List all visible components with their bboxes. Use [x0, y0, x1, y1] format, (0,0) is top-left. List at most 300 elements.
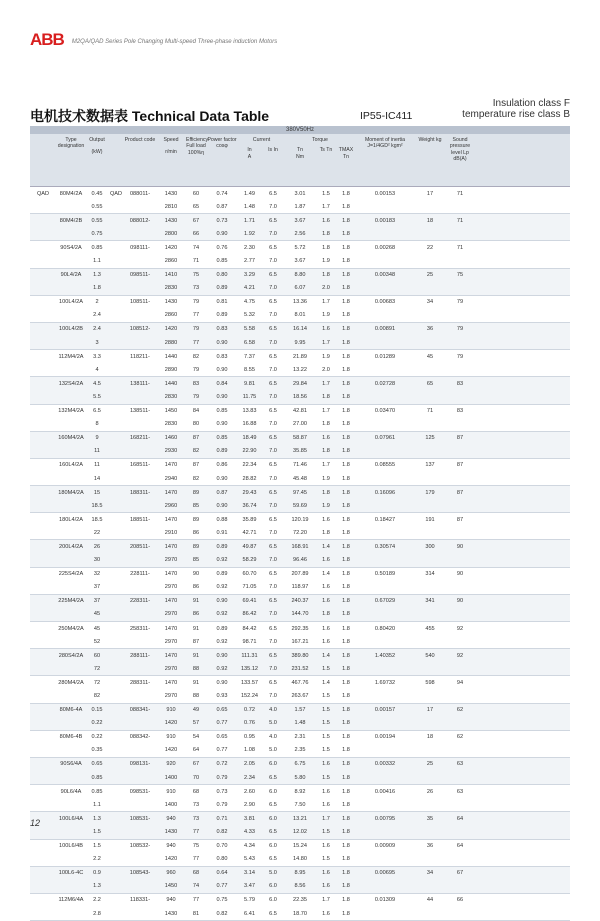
cell-power-factor: 0.89 — [216, 625, 228, 632]
table-row — [30, 405, 570, 418]
cell-output: 0.45 — [91, 190, 103, 197]
cell-in: 49.87 — [242, 543, 257, 550]
table-row — [30, 689, 570, 702]
cell-speed: 1450 — [164, 408, 178, 415]
cell-output: 9 — [95, 435, 99, 442]
cell-output: 0.55 — [91, 203, 103, 210]
cell-inertia: 0.00416 — [374, 788, 396, 795]
cell-efficiency: 86 — [192, 529, 200, 536]
cell-type: 100L4/2B — [59, 326, 83, 333]
cell-is-in: 7.0 — [269, 285, 277, 292]
cell-output: 14 — [93, 475, 101, 482]
table-row — [30, 459, 570, 472]
table-row — [30, 296, 570, 309]
col-code: Product code — [124, 137, 156, 143]
cell-tn: 6.75 — [294, 761, 306, 768]
cell-power-factor: 0.83 — [216, 326, 228, 333]
cell-weight: 65 — [426, 380, 434, 387]
cell-power-factor: 0.85 — [216, 435, 228, 442]
cell-inertia: 0.03470 — [374, 408, 396, 415]
cell-is-in: 4.0 — [269, 707, 277, 714]
cell-ts-tn: 1.6 — [322, 217, 330, 224]
cell-tmax-tn: 1.8 — [342, 897, 350, 904]
cell-tmax-tn: 1.8 — [342, 707, 350, 714]
cell-inertia: 0.02728 — [374, 380, 396, 387]
cell-power-factor: 0.92 — [216, 557, 228, 564]
cell-output: 45 — [93, 611, 101, 618]
cell-weight: 25 — [426, 272, 434, 279]
cell-output: 0.85 — [91, 774, 103, 781]
cell-power-factor: 0.90 — [216, 502, 228, 509]
cell-tn: 1.48 — [294, 720, 306, 727]
cell-is-in: 7.0 — [269, 693, 277, 700]
cell-power-factor: 0.80 — [216, 272, 228, 279]
table-row — [30, 323, 570, 336]
col-is-in: Is In — [268, 147, 278, 154]
table-row — [30, 894, 570, 907]
cell-inertia: 1.40352 — [374, 652, 396, 659]
cell-type: 100L6/4B — [59, 843, 83, 850]
cell-tn: 35.85 — [293, 448, 307, 455]
cell-is-in: 6.0 — [269, 788, 277, 795]
cell-sound: 90 — [456, 598, 464, 605]
table-row-group — [30, 649, 570, 676]
cell-inertia: 0.00909 — [374, 843, 396, 850]
cell-tmax-tn: 1.8 — [342, 475, 350, 482]
cell-efficiency: 89 — [192, 516, 200, 523]
table-row — [30, 350, 570, 363]
table-row — [30, 568, 570, 581]
cell-output: 1.1 — [93, 258, 101, 265]
cell-output: 52 — [93, 638, 101, 645]
cell-speed: 2970 — [164, 557, 178, 564]
cell-output: 18.5 — [91, 516, 103, 523]
cell-speed: 1400 — [164, 774, 178, 781]
cell-in: 60.70 — [242, 571, 257, 578]
cell-inertia: 0.00348 — [374, 272, 396, 279]
table-row-group — [30, 568, 570, 595]
cell-power-factor: 0.77 — [216, 720, 228, 727]
cell-tmax-tn: 1.8 — [342, 258, 350, 265]
cell-efficiency: 88 — [192, 693, 200, 700]
cell-speed: 1400 — [164, 801, 178, 808]
cell-speed: 1440 — [164, 353, 178, 360]
cell-tn: 13.21 — [293, 815, 307, 822]
cell-tn: 1.57 — [294, 707, 306, 714]
cell-efficiency: 54 — [192, 734, 200, 741]
cell-is-in: 6.5 — [269, 571, 277, 578]
cell-sound: 87 — [456, 516, 464, 523]
cell-is-in: 7.0 — [269, 258, 277, 265]
cell-tn: 58.87 — [293, 435, 307, 442]
cell-tmax-tn: 1.8 — [342, 502, 350, 509]
col-in-unit: A — [247, 153, 252, 160]
cell-power-factor: 0.76 — [216, 244, 228, 251]
cell-weight: 36 — [426, 843, 434, 850]
cell-in: 71.05 — [242, 584, 257, 591]
cell-is-in: 6.5 — [269, 543, 277, 550]
cell-sound: 62 — [456, 707, 464, 714]
cell-ts-tn: 1.5 — [322, 720, 330, 727]
cell-in: 0.76 — [244, 720, 255, 727]
cell-ts-tn: 1.9 — [322, 312, 330, 319]
cell-inertia: 0.00268 — [374, 244, 396, 251]
cell-tn: 22.35 — [293, 897, 307, 904]
table-row — [30, 486, 570, 499]
technical-data-table — [30, 126, 570, 921]
cell-output: 11 — [94, 448, 100, 455]
cell-speed: 2830 — [164, 393, 178, 400]
cell-speed: 960 — [166, 870, 176, 877]
cell-weight: 18 — [426, 734, 434, 741]
cell-speed: 2970 — [164, 638, 178, 645]
cell-output: 1.3 — [93, 272, 101, 279]
cell-is-in: 7.0 — [269, 475, 277, 482]
cell-code: 088342- — [129, 734, 151, 741]
cell-sound: 90 — [456, 543, 464, 550]
cell-speed: 1410 — [164, 272, 178, 279]
cell-efficiency: 79 — [192, 393, 200, 400]
cell-type: 80M4/2B — [59, 217, 83, 224]
cell-sound: 62 — [456, 734, 464, 741]
cell-efficiency: 87 — [192, 462, 200, 469]
table-row — [30, 445, 570, 458]
cell-is-in: 6.0 — [269, 761, 277, 768]
cell-tmax-tn: 1.8 — [342, 557, 350, 564]
temperature-rise-class: temperature rise class B — [462, 109, 570, 120]
page-header — [30, 30, 277, 50]
cell-ts-tn: 1.6 — [322, 870, 330, 877]
cell-in: 2.77 — [244, 258, 255, 265]
cell-tmax-tn: 1.8 — [342, 462, 350, 469]
cell-efficiency: 82 — [192, 448, 200, 455]
table-row-group — [30, 296, 570, 323]
cell-power-factor: 0.89 — [216, 571, 228, 578]
cell-inertia: 0.00194 — [374, 734, 396, 741]
cell-speed: 1470 — [164, 489, 178, 496]
cell-power-factor: 0.75 — [216, 897, 228, 904]
table-row — [30, 840, 570, 853]
cell-power-factor: 0.72 — [216, 761, 228, 768]
cell-in: 152.24 — [240, 693, 259, 700]
cell-efficiency: 87 — [192, 435, 200, 442]
cell-inertia: 0.18427 — [374, 516, 396, 523]
table-row — [30, 227, 570, 240]
cell-speed: 1470 — [164, 598, 178, 605]
cell-tn: 8.80 — [294, 272, 306, 279]
cell-ts-tn: 1.8 — [322, 421, 330, 428]
cell-efficiency: 89 — [192, 489, 200, 496]
col-tn-unit: Nm — [295, 153, 305, 160]
cell-type: 225S4/2A — [58, 571, 84, 578]
cell-ts-tn: 2.0 — [322, 366, 330, 373]
cell-output: 72 — [93, 665, 101, 672]
cell-tmax-tn: 1.8 — [342, 393, 350, 400]
cell-type: 90L6/4A — [60, 788, 82, 795]
cell-in: 8.55 — [244, 366, 255, 373]
cell-power-factor: 0.84 — [216, 380, 228, 387]
cell-in: 22.34 — [242, 462, 257, 469]
cell-inertia: 0.00695 — [374, 870, 396, 877]
cell-tn: 144.70 — [291, 611, 309, 618]
cell-ts-tn: 1.6 — [322, 557, 330, 564]
table-row-group — [30, 731, 570, 758]
cell-type: 132S4/2A — [58, 380, 84, 387]
cell-efficiency: 57 — [192, 720, 200, 727]
cell-tn: 72.20 — [293, 529, 307, 536]
cell-ts-tn: 1.5 — [322, 774, 330, 781]
cell-output: 22 — [93, 529, 101, 536]
cell-speed: 2970 — [164, 665, 178, 672]
cell-tmax-tn: 1.8 — [342, 598, 350, 605]
cell-tn: 8.01 — [294, 312, 306, 319]
table-row — [30, 785, 570, 798]
cell-ts-tn: 1.5 — [322, 190, 330, 197]
cell-tn: 389.80 — [291, 652, 309, 659]
cell-weight: 300 — [425, 543, 435, 550]
cell-sound: 90 — [456, 571, 464, 578]
col-torque-label: Torque — [312, 137, 328, 143]
cell-efficiency: 77 — [192, 339, 200, 346]
cell-weight: 540 — [425, 652, 435, 659]
cell-power-factor: 0.90 — [216, 230, 228, 237]
cell-ts-tn: 1.4 — [322, 652, 330, 659]
col-speed — [156, 134, 186, 186]
cell-tmax-tn: 1.8 — [342, 326, 350, 333]
cell-inertia: 0.01289 — [374, 353, 396, 360]
cell-ts-tn: 1.7 — [322, 203, 330, 210]
cell-ts-tn: 1.9 — [322, 258, 330, 265]
cell-in: 3.47 — [244, 883, 255, 890]
cell-power-factor: 0.70 — [216, 843, 228, 850]
cell-weight: 35 — [426, 815, 434, 822]
cell-code: 108511- — [129, 299, 151, 306]
table-row — [30, 269, 570, 282]
cell-efficiency: 64 — [192, 747, 200, 754]
cell-output: 32 — [93, 571, 101, 578]
cell-tmax-tn: 1.8 — [342, 679, 350, 686]
table-row-group — [30, 459, 570, 486]
table-row-group — [30, 377, 570, 404]
cell-efficiency: 75 — [192, 843, 200, 850]
cell-speed: 1470 — [164, 462, 178, 469]
cell-tmax-tn: 1.8 — [342, 584, 350, 591]
cell-speed: 1470 — [164, 679, 178, 686]
table-row — [30, 513, 570, 526]
cell-in: 5.58 — [244, 326, 255, 333]
cell-in: 6.58 — [244, 339, 255, 346]
cell-tn: 45.48 — [293, 475, 307, 482]
table-row — [30, 825, 570, 838]
cell-weight: 191 — [425, 516, 435, 523]
cell-is-in: 7.0 — [269, 312, 277, 319]
cell-power-factor: 0.86 — [216, 462, 228, 469]
cell-efficiency: 70 — [192, 774, 200, 781]
cell-is-in: 6.5 — [269, 516, 277, 523]
col-current — [238, 134, 285, 186]
cell-output: 15 — [93, 489, 101, 496]
cell-is-in: 6.5 — [269, 326, 277, 333]
cell-is-in: 6.5 — [269, 244, 277, 251]
cell-speed: 2810 — [164, 203, 178, 210]
cell-is-in: 7.0 — [269, 366, 277, 373]
cell-is-in: 6.5 — [269, 462, 277, 469]
cell-speed: 2880 — [164, 339, 178, 346]
cell-in: 98.71 — [242, 638, 257, 645]
cell-speed: 1430 — [164, 217, 178, 224]
cell-tn: 8.56 — [294, 883, 306, 890]
cell-speed: 1420 — [164, 326, 178, 333]
cell-tmax-tn: 1.8 — [342, 543, 350, 550]
cell-output: 4 — [95, 366, 99, 373]
cell-power-factor: 0.90 — [216, 475, 228, 482]
cell-tmax-tn: 1.8 — [342, 883, 350, 890]
cell-output: 26 — [93, 543, 101, 550]
cell-ts-tn: 1.5 — [322, 747, 330, 754]
cell-output: 1.8 — [93, 285, 101, 292]
cell-sound: 63 — [456, 761, 464, 768]
cell-in: 4.75 — [244, 299, 255, 306]
cell-tn: 13.22 — [293, 366, 307, 373]
cell-speed: 1470 — [164, 516, 178, 523]
cell-output: 0.85 — [91, 244, 103, 251]
cell-tn: 2.31 — [294, 734, 306, 741]
table-row-group — [30, 758, 570, 785]
cell-power-factor: 0.77 — [216, 747, 228, 754]
cell-sound: 66 — [456, 897, 464, 904]
cell-ts-tn: 1.6 — [322, 584, 330, 591]
cell-power-factor: 0.82 — [216, 828, 228, 835]
cell-efficiency: 83 — [192, 380, 200, 387]
cell-efficiency: 79 — [192, 366, 200, 373]
cell-output: 18.5 — [91, 502, 103, 509]
cell-ts-tn: 2.0 — [322, 285, 330, 292]
cell-inertia: 0.00332 — [374, 761, 396, 768]
cell-code: 228111- — [130, 571, 150, 578]
table-row — [30, 282, 570, 295]
cell-tmax-tn: 1.8 — [342, 665, 350, 672]
cell-ts-tn: 1.6 — [322, 761, 330, 768]
cell-tn: 96.46 — [293, 557, 307, 564]
cell-power-factor: 0.85 — [216, 408, 228, 415]
cell-weight: 455 — [425, 625, 435, 632]
cell-power-factor: 0.80 — [216, 856, 228, 863]
cell-efficiency: 60 — [192, 190, 200, 197]
cell-speed: 1440 — [164, 380, 178, 387]
cell-efficiency: 90 — [192, 571, 200, 578]
cell-ts-tn: 1.6 — [322, 435, 330, 442]
cell-tn: 167.21 — [291, 638, 309, 645]
cell-is-in: 6.5 — [269, 625, 277, 632]
cell-tmax-tn: 1.8 — [342, 516, 350, 523]
cell-is-in: 6.0 — [269, 897, 277, 904]
table-row-group — [30, 486, 570, 513]
cell-output: 2.8 — [93, 910, 101, 917]
cell-is-in: 6.5 — [269, 910, 277, 917]
cell-speed: 910 — [166, 707, 176, 714]
table-row — [30, 649, 570, 662]
cell-is-in: 7.0 — [269, 611, 277, 618]
cell-weight: 137 — [425, 462, 435, 469]
cell-speed: 2860 — [164, 312, 178, 319]
cell-power-factor: 0.71 — [216, 815, 228, 822]
cell-ts-tn: 1.6 — [322, 801, 330, 808]
cell-speed: 1420 — [164, 747, 178, 754]
cell-tn: 29.84 — [293, 380, 307, 387]
cell-tmax-tn: 1.8 — [342, 272, 350, 279]
table-row — [30, 241, 570, 254]
cell-inertia: 0.00891 — [374, 326, 396, 333]
table-row-group — [30, 622, 570, 649]
cell-weight: 34 — [426, 299, 434, 306]
cell-code: 088011- — [129, 190, 151, 197]
cell-code: 118211- — [130, 353, 150, 360]
cell-code: 258311- — [129, 625, 151, 632]
cell-tn: 3.67 — [294, 217, 306, 224]
cell-tn: 118.97 — [291, 584, 309, 591]
cell-efficiency: 71 — [192, 258, 200, 265]
cell-speed: 2970 — [164, 611, 178, 618]
cell-output: 0.85 — [91, 788, 103, 795]
abb-logo: ABB — [30, 30, 64, 49]
col-efficiency: Efficiency Full load 100%η — [186, 137, 209, 156]
cell-is-in: 6.5 — [269, 652, 277, 659]
cell-output: 0.9 — [93, 870, 101, 877]
cell-in: 4.34 — [244, 843, 255, 850]
cell-in: 1.08 — [244, 747, 255, 754]
cell-tmax-tn: 1.8 — [342, 625, 350, 632]
table-row — [30, 662, 570, 675]
col-current-label: Current — [252, 137, 271, 143]
cell-is-in: 6.5 — [269, 435, 277, 442]
cell-efficiency: 91 — [192, 652, 200, 659]
cell-code: 088012- — [129, 217, 151, 224]
cell-tmax-tn: 1.8 — [342, 638, 350, 645]
cell-efficiency: 80 — [192, 421, 200, 428]
table-row — [30, 418, 570, 431]
col-speed-label: Speed — [163, 137, 179, 143]
cell-output: 1.5 — [93, 828, 101, 835]
cell-in: 4.21 — [244, 285, 255, 292]
cell-ts-tn: 1.8 — [322, 393, 330, 400]
cell-output: 0.65 — [91, 761, 103, 768]
table-row-group — [30, 214, 570, 241]
cell-output: 37 — [93, 598, 101, 605]
cell-tmax-tn: 1.8 — [342, 571, 350, 578]
cell-power-factor: 0.90 — [216, 679, 228, 686]
cell-speed: 1470 — [164, 652, 178, 659]
cell-power-factor: 0.92 — [216, 665, 228, 672]
cell-tn: 1.87 — [294, 203, 306, 210]
table-header — [30, 134, 570, 187]
cell-efficiency: 86 — [192, 611, 200, 618]
cell-power-factor: 0.92 — [216, 638, 228, 645]
cell-efficiency: 73 — [192, 801, 200, 808]
cell-efficiency: 74 — [192, 244, 200, 251]
cell-power-factor: 0.92 — [216, 611, 228, 618]
cell-efficiency: 79 — [192, 299, 200, 306]
cell-ts-tn: 1.4 — [322, 543, 330, 550]
cell-tmax-tn: 1.8 — [342, 788, 350, 795]
cell-efficiency: 91 — [192, 679, 200, 686]
cell-is-in: 6.5 — [269, 353, 277, 360]
cell-tn: 18.56 — [293, 393, 307, 400]
cell-in: 2.34 — [244, 774, 255, 781]
cell-tn: 8.95 — [294, 870, 306, 877]
cell-power-factor: 0.83 — [216, 353, 228, 360]
table-row — [30, 717, 570, 730]
col-output-unit: (kW) — [91, 149, 103, 156]
